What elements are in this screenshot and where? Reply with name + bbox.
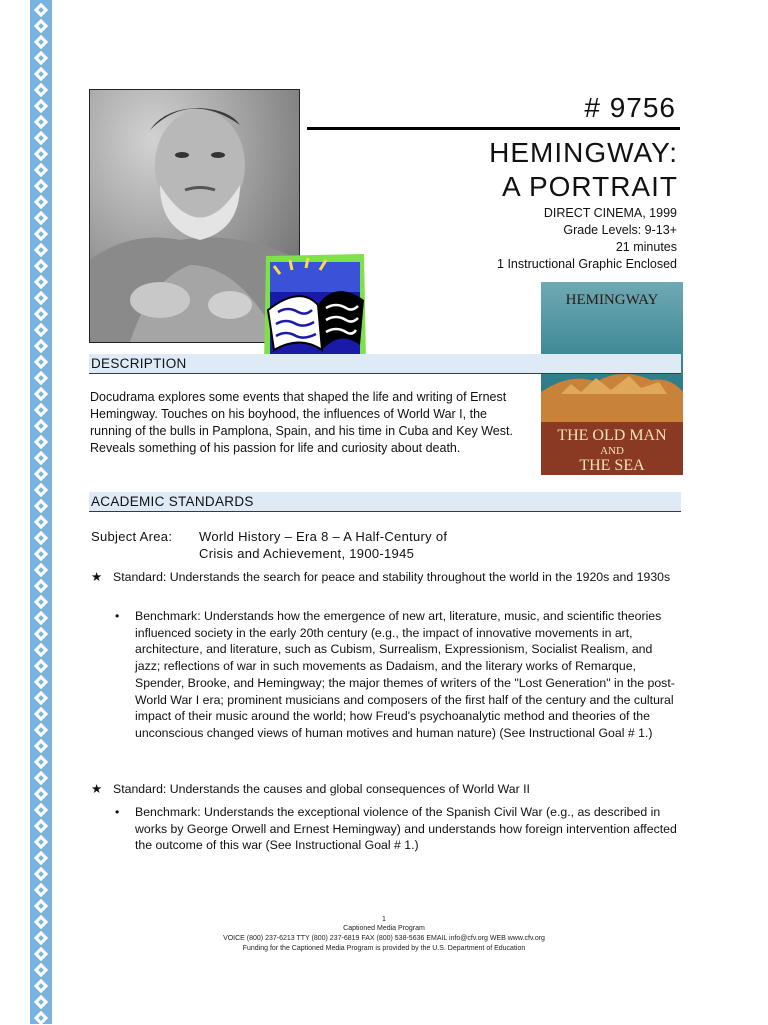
meta-graphic: 1 Instructional Graphic Enclosed — [497, 257, 677, 271]
border-diamond-icon — [35, 468, 47, 480]
border-diamond-icon — [35, 4, 47, 16]
standard-item — [91, 781, 681, 798]
border-diamond-icon — [35, 484, 47, 496]
title-line-1: HEMINGWAY: — [489, 137, 678, 168]
page-number: 1 — [382, 916, 386, 923]
border-diamond-icon — [35, 356, 47, 368]
border-diamond-icon — [35, 900, 47, 912]
book-title-line-1: THE OLD MAN — [557, 427, 667, 444]
border-diamond-icon — [35, 100, 47, 112]
border-diamond-icon — [35, 20, 47, 32]
border-diamond-icon — [35, 148, 47, 160]
border-diamond-icon — [35, 724, 47, 736]
border-diamond-icon — [35, 868, 47, 880]
border-diamond-icon — [35, 276, 47, 288]
border-diamond-icon — [35, 740, 47, 752]
border-diamond-icon — [35, 308, 47, 320]
border-diamond-icon — [35, 500, 47, 512]
border-diamond-icon — [35, 628, 47, 640]
bullet-dot-icon: • — [115, 609, 120, 623]
open-book-icon — [260, 250, 370, 368]
border-diamond-icon — [35, 788, 47, 800]
border-diamond-icon — [35, 692, 47, 704]
border-diamond-icon — [35, 516, 47, 528]
border-diamond-icon — [35, 292, 47, 304]
standard-item — [91, 569, 681, 586]
subject-area-label: Subject Area: — [91, 529, 173, 544]
border-diamond-icon — [35, 644, 47, 656]
benchmark-item — [115, 608, 680, 742]
border-diamond-icon — [35, 420, 47, 432]
border-diamond-icon — [35, 676, 47, 688]
border-diamond-icon — [35, 836, 47, 848]
border-diamond-icon — [35, 212, 47, 224]
border-diamond-icon — [35, 244, 47, 256]
border-diamond-icon — [35, 340, 47, 352]
book-cover-image — [541, 282, 683, 475]
border-diamond-icon — [35, 964, 47, 976]
bullet-dot-icon: • — [115, 805, 120, 819]
border-diamond-icon — [35, 548, 47, 560]
book-author: HEMINGWAY — [565, 292, 659, 308]
border-diamond-icon — [35, 564, 47, 576]
benchmark-text: Benchmark: Understands how the emergence of new art, literature, music, and scientific theories influenced society in the early 20th century (e.g., the impact of innovative movements in art, architecture, and literature, such as Cubism, Surrealism, Expressionism, Socialist Realism, and jazz; reflections of war in such movements as Dadaism, and the literary works of Remarque, Spender, Brooke, and Hemingway; the major themes of writers of the "Lost Generation" in the post-World War I era; prominent musicians and composers of the first half of the century and the cultural impact of their music around the world; how Freud's psychoanalytic method and theories of the unconscious changed views of human motives and human nature) (See Instructional Goal # 1.) — [135, 609, 675, 740]
star-bullet-icon: ★ — [91, 570, 103, 584]
border-diamond-icon — [35, 388, 47, 400]
border-diamond-icon — [35, 532, 47, 544]
border-diamond-icon — [35, 324, 47, 336]
footer-org: Captioned Media Program — [343, 925, 425, 932]
border-diamond-icon — [35, 116, 47, 128]
title-line-2: A PORTRAIT — [502, 171, 678, 202]
film-meta — [497, 205, 677, 273]
standard-text: Standard: Understands the search for peace and stability throughout the world in the 1920s and 1930s — [113, 570, 671, 584]
border-diamond-icon — [35, 180, 47, 192]
border-diamond-icon — [35, 596, 47, 608]
page-title — [489, 136, 678, 204]
description-text: Docudrama explores some events that shaped the life and writing of Ernest Hemingway. Touches on his boyhood, the influences of World War I, the running of the bulls in Pamplona, Spain, and his time in Cuba and Key West. Reveals something of his passion for life and curiosity about death. — [90, 390, 513, 455]
border-diamond-icon — [35, 980, 47, 992]
benchmark-item — [115, 804, 680, 854]
benchmark-text: Benchmark: Understands the exceptional violence of the Spanish Civil War (e.g., as described in works by George Orwell and Ernest Hemingway) and understands how foreign intervention affected the outcome of this war (See Instructional Goal # 1.) — [135, 805, 677, 853]
title-rule — [307, 127, 680, 130]
footer-funding: Funding for the Captioned Media Program is provided by the U.S. Department of Education — [242, 945, 526, 952]
border-diamond-icon — [35, 612, 47, 624]
border-diamond-icon — [35, 36, 47, 48]
decorative-border — [30, 0, 52, 1024]
meta-grade-levels: Grade Levels: 9-13+ — [563, 223, 677, 237]
border-diamond-icon — [35, 884, 47, 896]
border-diamond-icon — [35, 84, 47, 96]
border-diamond-icon — [35, 164, 47, 176]
border-diamond-icon — [35, 804, 47, 816]
border-diamond-icon — [35, 372, 47, 384]
subject-area-line-2: Crisis and Achievement, 1900-1945 — [199, 546, 415, 561]
border-diamond-icon — [35, 404, 47, 416]
border-diamond-icon — [35, 772, 47, 784]
book-title-line-3: THE SEA — [579, 457, 645, 474]
description-heading: DESCRIPTION — [89, 354, 681, 374]
footer-contacts: VOICE (800) 237-6213 TTY (800) 237-6819 FAX (800) 538-5636 EMAIL info@cfv.org WEB www.cfv.org — [223, 935, 545, 942]
border-diamond-icon — [35, 228, 47, 240]
border-diamond-icon — [35, 452, 47, 464]
book-title-line-2: AND — [600, 445, 624, 457]
border-diamond-icon — [35, 852, 47, 864]
border-diamond-icon — [35, 756, 47, 768]
meta-duration: 21 minutes — [615, 240, 677, 254]
border-diamond-icon — [35, 260, 47, 272]
border-diamond-icon — [35, 996, 47, 1008]
standard-text: Standard: Understands the causes and global consequences of World War II — [113, 782, 530, 796]
border-diamond-icon — [35, 1012, 47, 1024]
border-diamond-icon — [35, 660, 47, 672]
border-diamond-icon — [35, 196, 47, 208]
border-diamond-icon — [35, 708, 47, 720]
meta-distributor: DIRECT CINEMA, 1999 — [543, 206, 677, 220]
border-diamond-icon — [35, 68, 47, 80]
border-diamond-icon — [35, 580, 47, 592]
subject-area-line-1: World History – Era 8 – A Half-Century of — [199, 529, 448, 544]
border-diamond-icon — [35, 132, 47, 144]
border-diamond-icon — [35, 52, 47, 64]
academic-standards-heading: ACADEMIC STANDARDS — [89, 492, 681, 512]
border-diamond-icon — [35, 436, 47, 448]
document-number: # 9756 — [584, 92, 676, 123]
star-bullet-icon: ★ — [91, 782, 103, 796]
subject-area — [91, 528, 447, 562]
border-diamond-icon — [35, 820, 47, 832]
